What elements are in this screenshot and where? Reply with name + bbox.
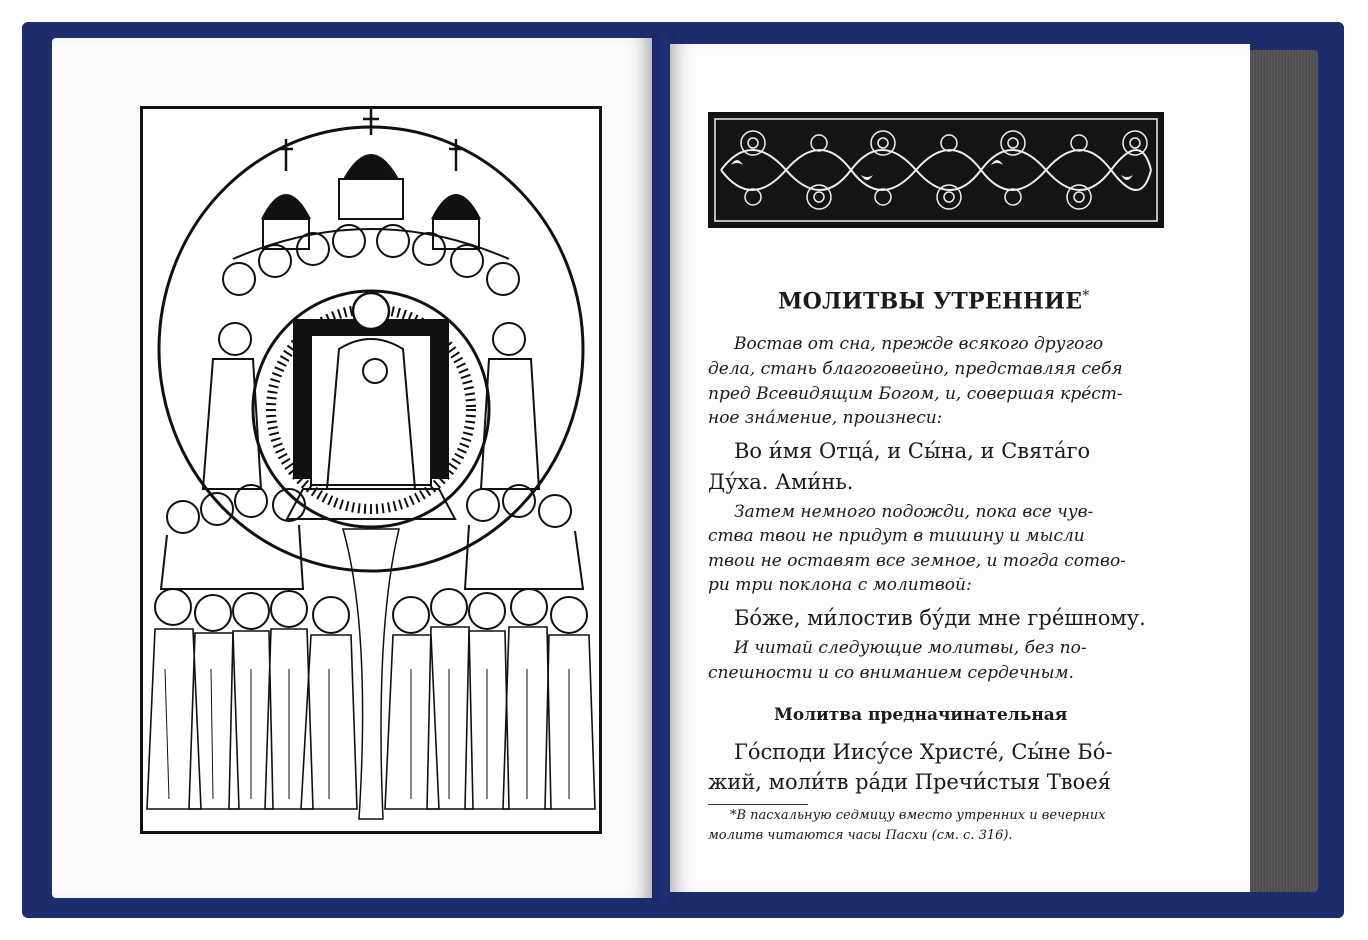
page-title — [778, 288, 1090, 314]
follow-line-2: спешности и со вниманием сердечным. — [708, 663, 1074, 683]
instruction-line-3: твои не оставят все земное, и тогда сотво- — [708, 551, 1126, 571]
section-heading: Молитва предначинательная — [774, 705, 1068, 725]
footnote-line-2: молитв читаются часы Пасхи (см. с. 316). — [708, 828, 1013, 843]
title-text: МОЛИТВЫ УТРЕННИЕ — [778, 288, 1083, 315]
instruction-line-4: ри три поклона с молитвой: — [708, 575, 972, 595]
icon-illustration — [140, 106, 602, 834]
icon-illustration-art — [143, 109, 599, 831]
intro-line-3: пред Всевидящим Богом, и, совершая кре́ст- — [708, 384, 1123, 404]
instruction-line-2: ства твои не придут в тишину и мысли — [708, 526, 1085, 546]
footnote-divider — [708, 804, 808, 805]
intro-line-2: дела, стань благоговейно, представляя себя — [708, 359, 1123, 379]
prayer-line-4: Го́споди Иису́се Христе́, Сы́не Бо́- — [734, 740, 1113, 764]
floral-ornament-art — [711, 115, 1161, 225]
ornamental-header — [708, 112, 1164, 228]
prayer-line-5: жий, моли́тв ра́ди Пречи́стыя Твоея́ — [708, 770, 1111, 794]
intro-line-4: ное зна́мение, произнеси: — [708, 408, 943, 428]
page-edges — [1244, 50, 1318, 892]
instruction-line-1: Затем немного подожди, пока все чув- — [734, 502, 1094, 522]
prayer-line-3: Бо́же, ми́лостив бу́ди мне гре́шному. — [734, 606, 1146, 630]
intro-line-1: Востав от сна, прежде всякого другого — [734, 334, 1104, 354]
footnote-line-1: *В пасхальную седмицу вместо утренних и вечерних — [730, 808, 1106, 823]
prayer-line-1: Во и́мя Отца́, и Сы́на, и Свята́го — [734, 439, 1091, 463]
prayer-line-2: Ду́ха. Ами́нь. — [708, 470, 854, 494]
title-footnote-mark: * — [1082, 288, 1090, 304]
follow-line-1: И читай следующие молитвы, без по- — [734, 638, 1087, 658]
